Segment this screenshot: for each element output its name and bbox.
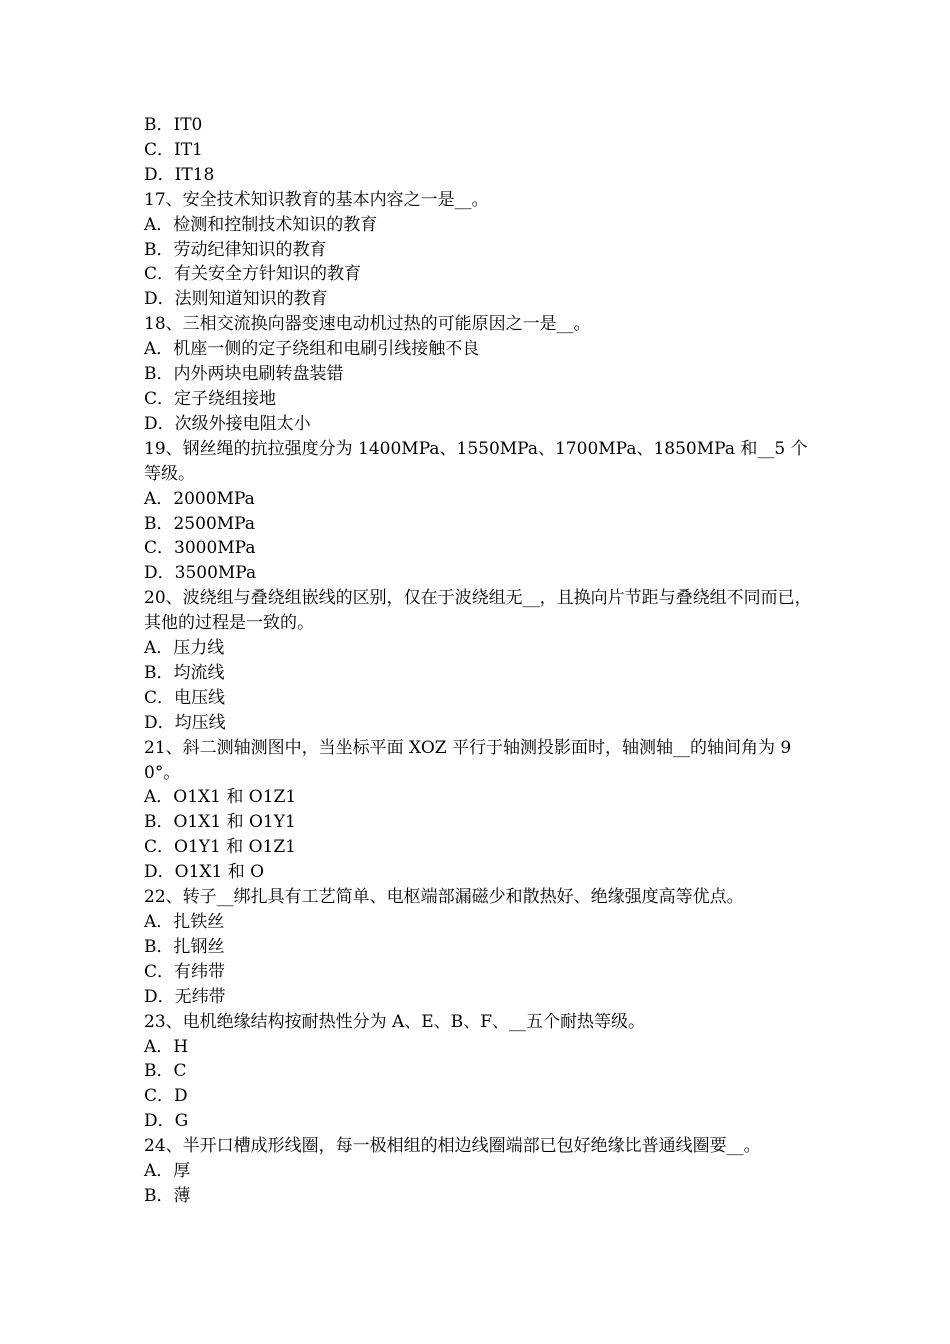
answer-option: C．3000MPa <box>144 538 256 559</box>
answer-option: A．机座一侧的定子绕组和电刷引线接触不良 <box>144 339 480 360</box>
answer-option: A．H <box>144 1036 189 1057</box>
answer-option: D．次级外接电阻太小 <box>144 413 311 434</box>
answer-option: B．薄 <box>144 1185 191 1206</box>
answer-option: B．C <box>144 1061 187 1082</box>
answer-option: C．有关安全方针知识的教育 <box>144 264 362 285</box>
answer-option: B．2500MPa <box>144 513 255 534</box>
question-text: 19、钢丝绳的抗拉强度分为 1400MPa、1550MPa、1700MPa、1850MPa 和__5 个等级。 <box>144 438 808 484</box>
answer-option: C．IT1 <box>144 139 203 160</box>
answer-option: D．均压线 <box>144 712 226 733</box>
answer-option: A．厚 <box>144 1161 191 1182</box>
answer-option: D．法则知道知识的教育 <box>144 289 328 310</box>
answer-option: A．压力线 <box>144 638 225 659</box>
document-page <box>144 113 812 1209</box>
answer-option: A．2000MPa <box>144 488 255 509</box>
answer-option: C．定子绕组接地 <box>144 388 277 409</box>
question-text: 20、波绕组与叠绕组嵌线的区别，仅在于波绕组无__，且换向片节距与叠绕组不同而已，其他的过程是一致的。 <box>144 588 812 634</box>
answer-option: D．无纬带 <box>144 986 226 1007</box>
answer-option: B．均流线 <box>144 662 225 683</box>
answer-option: D．G <box>144 1111 189 1132</box>
answer-option: B．扎钢丝 <box>144 936 225 957</box>
answer-option: C．D <box>144 1086 188 1107</box>
answer-option: B．劳动纪律知识的教育 <box>144 239 327 260</box>
question-text: 23、电机绝缘结构按耐热性分为 A、E、B、F、__五个耐热等级。 <box>144 1011 646 1032</box>
question-text: 22、转子__绑扎具有工艺简单、电枢端部漏磁少和散热好、绝缘强度高等优点。 <box>144 887 744 908</box>
answer-option: C．有纬带 <box>144 961 226 982</box>
answer-option: D．IT18 <box>144 164 215 185</box>
answer-option: A．O1X1 和 O1Z1 <box>144 787 297 808</box>
answer-option: D．3500MPa <box>144 563 257 584</box>
question-text: 18、三相交流换向器变速电动机过热的可能原因之一是__。 <box>144 314 591 335</box>
question-text: 17、安全技术知识教育的基本内容之一是__。 <box>144 189 489 210</box>
answer-option: C．电压线 <box>144 687 226 708</box>
answer-option: C．O1Y1 和 O1Z1 <box>144 837 296 858</box>
answer-option: B．内外两块电刷转盘装错 <box>144 364 344 385</box>
answer-option: D．O1X1 和 O <box>144 862 265 883</box>
answer-option: A．扎铁丝 <box>144 912 225 932</box>
question-text: 24、半开口槽成形线圈，每一极相组的相边线圈端部已包好绝缘比普通线圈要__。 <box>144 1136 761 1157</box>
answer-option: B．IT0 <box>144 115 203 135</box>
answer-option: B．O1X1 和 O1Y1 <box>144 812 296 833</box>
answer-option: A．检测和控制技术知识的教育 <box>144 214 378 235</box>
question-text: 21、斜二测轴测图中，当坐标平面 XOZ 平行于轴测投影面时，轴测轴__的轴间角为 90°。 <box>144 737 792 783</box>
